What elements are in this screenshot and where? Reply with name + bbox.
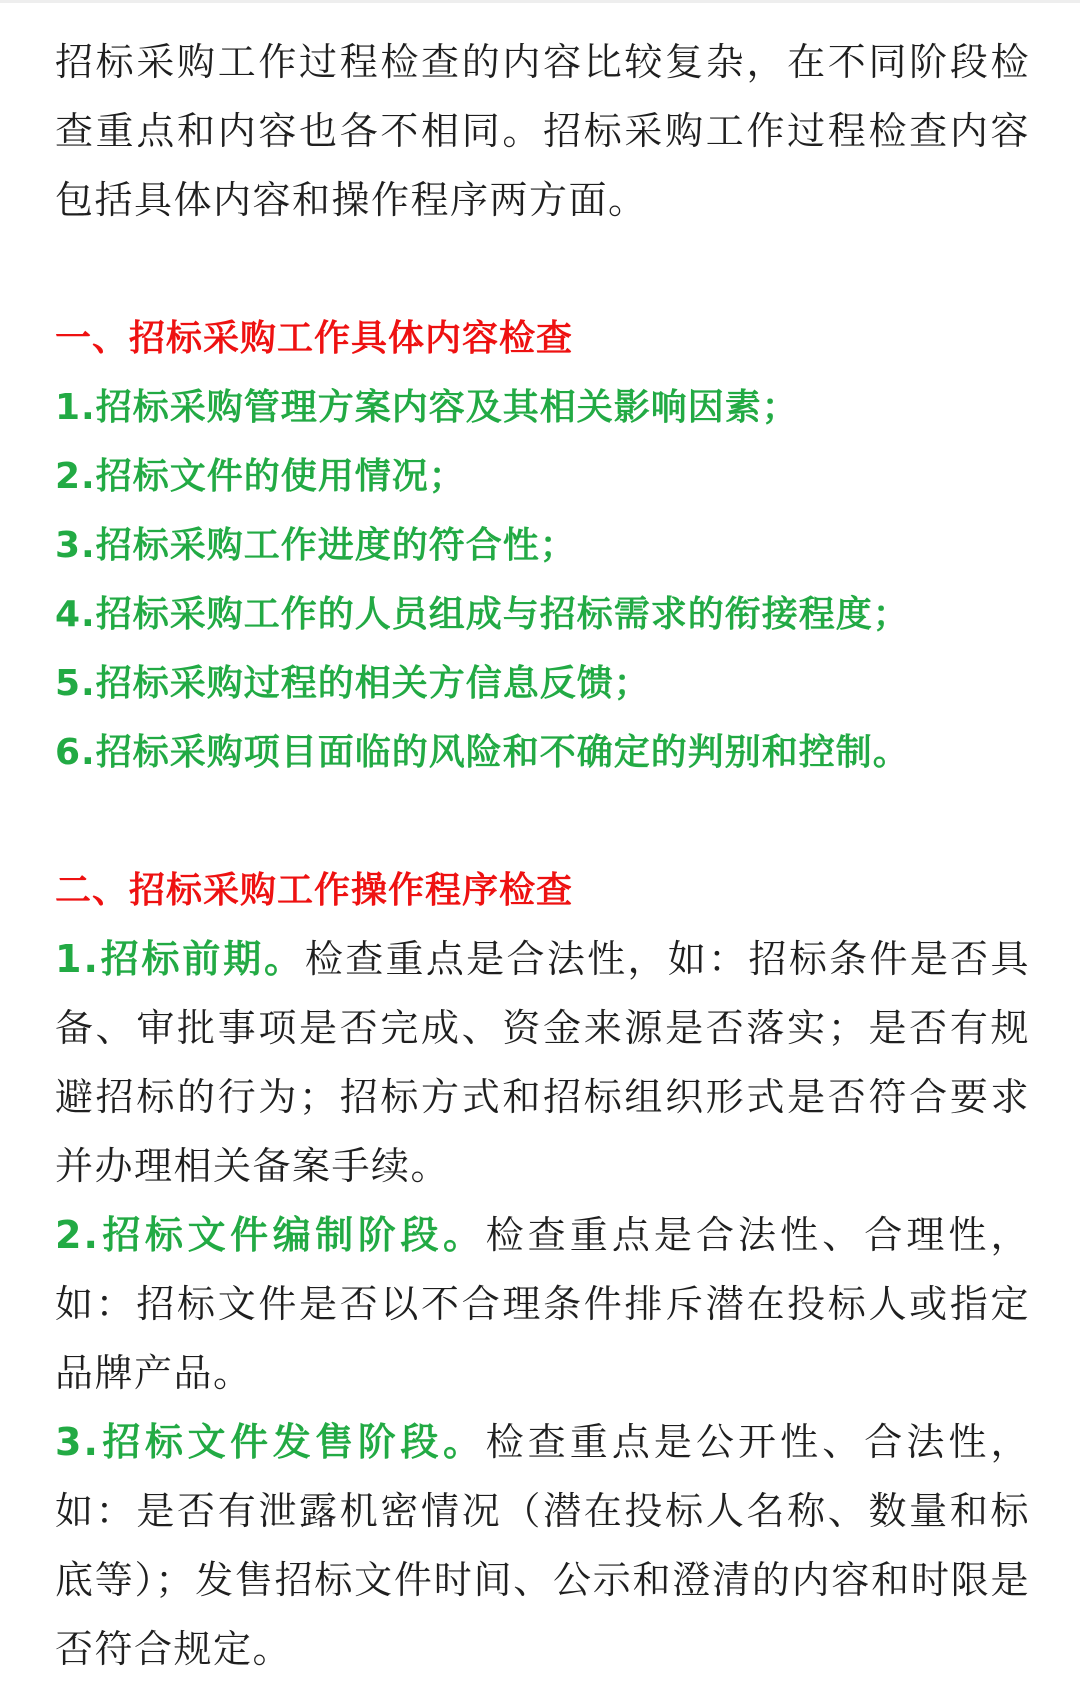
section-1-heading: 一、招标采购工作具体内容检查 [55,318,574,359]
article-body [55,28,1030,1684]
intro-paragraph: 招标采购工作过程检查的内容比较复杂，在不同阶段检查重点和内容也各不相同。招标采购工作过程检查内容包括具体内容和操作程序两方面。 [55,40,1030,222]
section-1-item: 4.招标采购工作的人员组成与招标需求的衔接程度； [55,594,910,635]
item-text: 检查重点是合法性、合理性，如：招标文件是否以不合理条件排斥潜在投标人或指定品牌产品。 [55,1213,1030,1395]
item-text: 检查重点是合法性，如：招标条件是否具备、审批事项是否完成、资金来源是否落实；是否有规避招标的行为；招标方式和招标组织形式是否符合要求并办理相关备案手续。 [55,937,1030,1188]
spacer [55,787,1030,856]
section-1-item: 6.招标采购项目面临的风险和不确定的判别和控制。 [55,732,910,773]
section-1-item: 3.招标采购工作进度的符合性； [55,525,577,566]
item-text: 检查重点是公开性、合法性，如：是否有泄露机密情况（潜在投标人名称、数量和标底等）；发售招标文件时间、公示和澄清的内容和时限是否符合规定。 [55,1420,1030,1671]
section-1-item: 2.招标文件的使用情况； [55,456,466,497]
section-2-item [55,925,1030,1201]
spacer [55,235,1030,304]
section-1-item: 1.招标采购管理方案内容及其相关影响因素； [55,387,799,428]
section-2-item [55,1408,1030,1684]
item-lead: 3.招标文件发售阶段。 [55,1420,486,1464]
section-1-item: 5.招标采购过程的相关方信息反馈； [55,663,651,704]
section-2-item [55,1201,1030,1408]
item-lead: 2.招标文件编制阶段。 [55,1213,486,1257]
section-2-heading: 二、招标采购工作操作程序检查 [55,870,574,911]
top-divider [0,0,1080,3]
item-lead: 1.招标前期。 [55,937,305,981]
